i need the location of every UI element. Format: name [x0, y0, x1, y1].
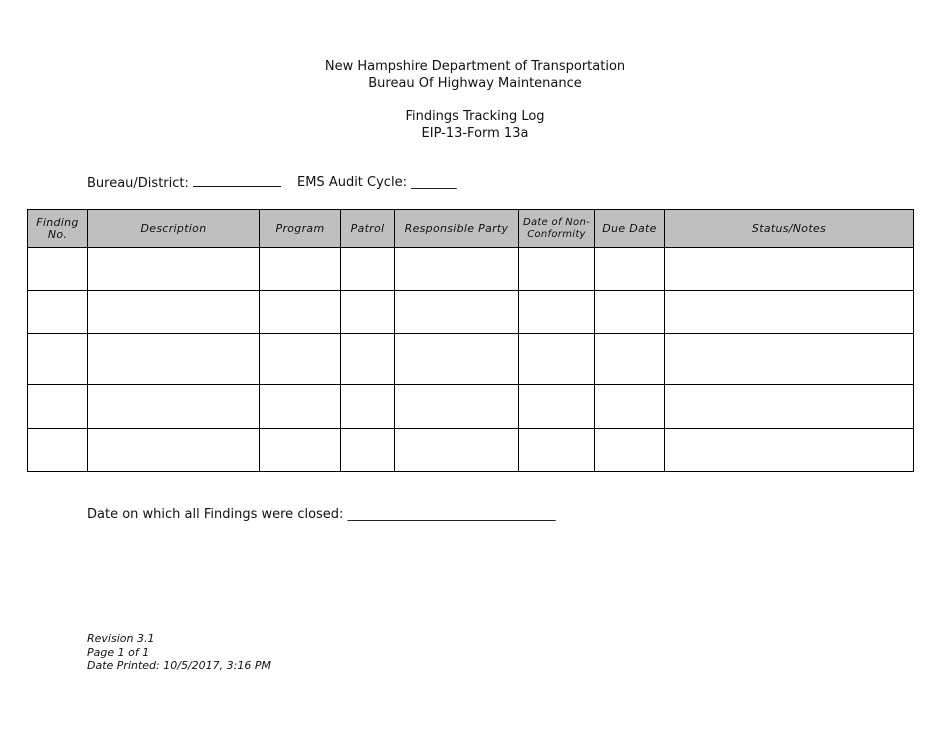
findings-closed-blank[interactable]: ________________________________: [347, 507, 556, 522]
table-row: [28, 248, 914, 291]
table-cell[interactable]: [341, 429, 395, 472]
table-cell[interactable]: [395, 291, 519, 334]
bureau-district-blank[interactable]: [193, 174, 281, 187]
table-cell[interactable]: [665, 385, 914, 429]
table-row: [28, 385, 914, 429]
table-cell[interactable]: [28, 334, 88, 385]
header-gap: [0, 92, 950, 108]
table-cell[interactable]: [88, 385, 260, 429]
table-cell[interactable]: [595, 429, 665, 472]
table-cell[interactable]: [519, 385, 595, 429]
page-number-text: Page 1 of 1: [87, 645, 150, 659]
audit-cycle-label: EMS Audit Cycle:: [297, 175, 407, 190]
header-program: Program: [260, 210, 341, 248]
table-cell[interactable]: [595, 385, 665, 429]
table-cell[interactable]: [28, 429, 88, 472]
findings-closed-field: [87, 506, 556, 523]
bureau-district-label: Bureau/District:: [87, 176, 189, 191]
audit-cycle-field: [297, 174, 457, 191]
table-cell[interactable]: [341, 291, 395, 334]
table-cell[interactable]: [88, 291, 260, 334]
table-cell[interactable]: [395, 385, 519, 429]
table-cell[interactable]: [88, 248, 260, 291]
header-due-date: Due Date: [595, 210, 665, 248]
document-header: [0, 58, 950, 142]
table-cell[interactable]: [595, 291, 665, 334]
table-cell[interactable]: [519, 291, 595, 334]
header-patrol: Patrol: [341, 210, 395, 248]
form-number: EIP-13-Form 13a: [421, 126, 529, 141]
table-cell[interactable]: [260, 248, 341, 291]
header-finding-no: Finding No.: [28, 210, 88, 248]
table-cell[interactable]: [28, 385, 88, 429]
header-status-notes: Status/Notes: [665, 210, 914, 248]
header-description: Description: [88, 210, 260, 248]
findings-closed-label: Date on which all Findings were closed:: [87, 507, 344, 522]
table-cell[interactable]: [341, 385, 395, 429]
table-cell[interactable]: [88, 334, 260, 385]
table-cell[interactable]: [395, 248, 519, 291]
table-cell[interactable]: [260, 385, 341, 429]
table-cell[interactable]: [665, 291, 914, 334]
department-title: New Hampshire Department of Transportation: [324, 59, 626, 74]
table-cell[interactable]: [341, 248, 395, 291]
table-cell[interactable]: [595, 248, 665, 291]
table-cell[interactable]: [28, 248, 88, 291]
table-row: [28, 429, 914, 472]
table-cell[interactable]: [519, 334, 595, 385]
table-row: [28, 291, 914, 334]
document-footer: [87, 632, 271, 673]
form-title: Findings Tracking Log: [405, 109, 545, 124]
table-cell[interactable]: [260, 291, 341, 334]
table-cell[interactable]: [665, 248, 914, 291]
table-cell[interactable]: [260, 334, 341, 385]
table-cell[interactable]: [519, 248, 595, 291]
findings-table: [27, 209, 914, 472]
revision-text: Revision 3.1: [87, 632, 155, 645]
table-header-row: [28, 210, 914, 248]
table-cell[interactable]: [395, 429, 519, 472]
bureau-title: Bureau Of Highway Maintenance: [368, 76, 582, 91]
table-cell[interactable]: [519, 429, 595, 472]
table-row: [28, 334, 914, 385]
table-cell[interactable]: [341, 334, 395, 385]
table-cell[interactable]: [28, 291, 88, 334]
table-cell[interactable]: [88, 429, 260, 472]
table-cell[interactable]: [665, 334, 914, 385]
header-responsible-party: Responsible Party: [395, 210, 519, 248]
header-date-of-non-conformity: Date of Non-Conformity: [519, 210, 595, 248]
bureau-district-field: [87, 174, 281, 192]
audit-cycle-blank[interactable]: _______: [411, 175, 457, 190]
table-cell[interactable]: [395, 334, 519, 385]
date-printed-text: Date Printed: 10/5/2017, 3:16 PM: [87, 659, 271, 672]
table-cell[interactable]: [665, 429, 914, 472]
table-cell[interactable]: [260, 429, 341, 472]
table-cell[interactable]: [595, 334, 665, 385]
